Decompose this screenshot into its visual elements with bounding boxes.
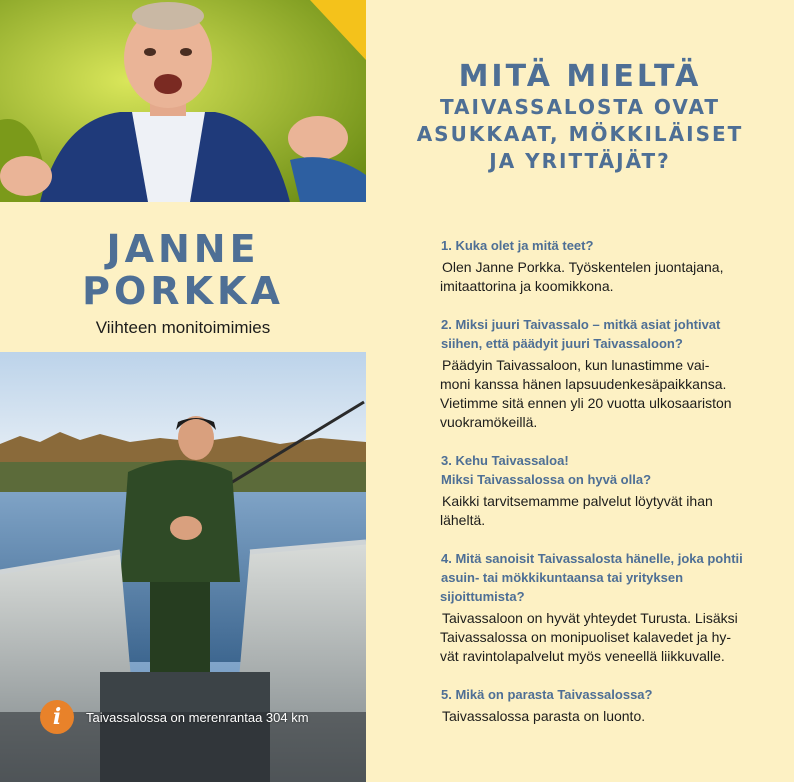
question-2	[440, 315, 760, 353]
headline	[366, 60, 794, 175]
answer-5	[440, 707, 760, 726]
headline-line-2: TAIVASSALOSTA OVAT	[439, 95, 721, 119]
question-1	[440, 236, 760, 255]
answer-3	[440, 492, 760, 530]
portrait-photo	[0, 0, 366, 202]
answer-2-line-1: Päädyin Taivassaloon, kun lunastimme vai-	[442, 357, 710, 373]
question-4-line-2: asuin- tai mökkikuntaansa tai yrityksen sijoittumista?	[440, 570, 684, 604]
question-3-line-2: Miksi Taivassalossa on hyvä olla?	[441, 472, 652, 487]
right-column	[366, 0, 794, 782]
portrait-illustration	[0, 0, 366, 202]
answer-3-line-2: läheltä.	[440, 512, 486, 528]
answer-4-line-3: vät ravintolapalvelut myös veneellä liikkuvalle.	[440, 648, 725, 664]
info-callout	[40, 699, 360, 735]
person-name-block	[0, 202, 366, 352]
person-name-first: JANNE	[106, 227, 260, 271]
answer-2-line-4: vuokramökeillä.	[440, 414, 538, 430]
answer-2-line-3: Vietimme sitä ennen yli 20 vuotta ulkosaariston	[440, 395, 732, 411]
answer-4-line-1: Taivassaloon on hyvät yhteydet Turusta. Lisäksi	[442, 610, 738, 626]
answer-1	[440, 258, 760, 296]
info-text: Taivassalossa on merenrantaa 304 km	[86, 709, 309, 725]
answer-3-line-1: Kaikki tarvitsemamme palvelut löytyvät ihan	[442, 493, 713, 509]
question-4	[440, 549, 760, 606]
left-column	[0, 0, 366, 782]
question-1-line: 1. Kuka olet ja mitä teet?	[441, 238, 594, 253]
answer-2	[440, 356, 760, 432]
answer-1-line-1: Olen Janne Porkka. Työskentelen juontajana,	[442, 259, 724, 275]
headline-line-4: JA YRITTÄJÄT?	[489, 149, 671, 173]
question-2-line-2: siihen, että päädyit juuri Taivassaloon?	[441, 336, 683, 351]
question-3	[440, 451, 760, 489]
answer-4	[440, 609, 760, 666]
qa-item-4	[440, 549, 760, 666]
question-5	[440, 685, 760, 704]
headline-line-3: ASUKKAAT, MÖKKILÄISET	[416, 122, 744, 146]
answer-4-line-2: Taivassalossa on monipuoliset kalavedet ja hy-	[440, 629, 732, 645]
qa-item-2	[440, 315, 760, 432]
question-5-line: 5. Mikä on parasta Taivassalossa?	[441, 687, 653, 702]
answer-1-line-2: imitaattorina ja koomikkona.	[440, 278, 614, 294]
qa-item-1	[440, 236, 760, 296]
qa-item-5	[440, 685, 760, 726]
question-3-line-1: 3. Kehu Taivassaloa!	[441, 453, 569, 468]
person-role: Viihteen monitoimimies	[95, 318, 271, 337]
answer-5-line-1: Taivassalossa parasta on luonto.	[442, 708, 646, 724]
qa-list	[440, 236, 760, 745]
info-icon: i	[40, 700, 74, 734]
qa-item-3	[440, 451, 760, 530]
question-4-line-1: 4. Mitä sanoisit Taivassalosta hänelle, joka pohtii	[441, 551, 743, 566]
person-name	[0, 228, 366, 312]
answer-2-line-2: moni kanssa hänen lapsuudenkesäpaikkansa.	[440, 376, 727, 392]
question-2-line-1: 2. Miksi juuri Taivassalo – mitkä asiat johtivat	[441, 317, 721, 332]
headline-line-1: MITÄ MIELTÄ	[458, 59, 702, 94]
person-name-last: PORKKA	[82, 269, 284, 313]
